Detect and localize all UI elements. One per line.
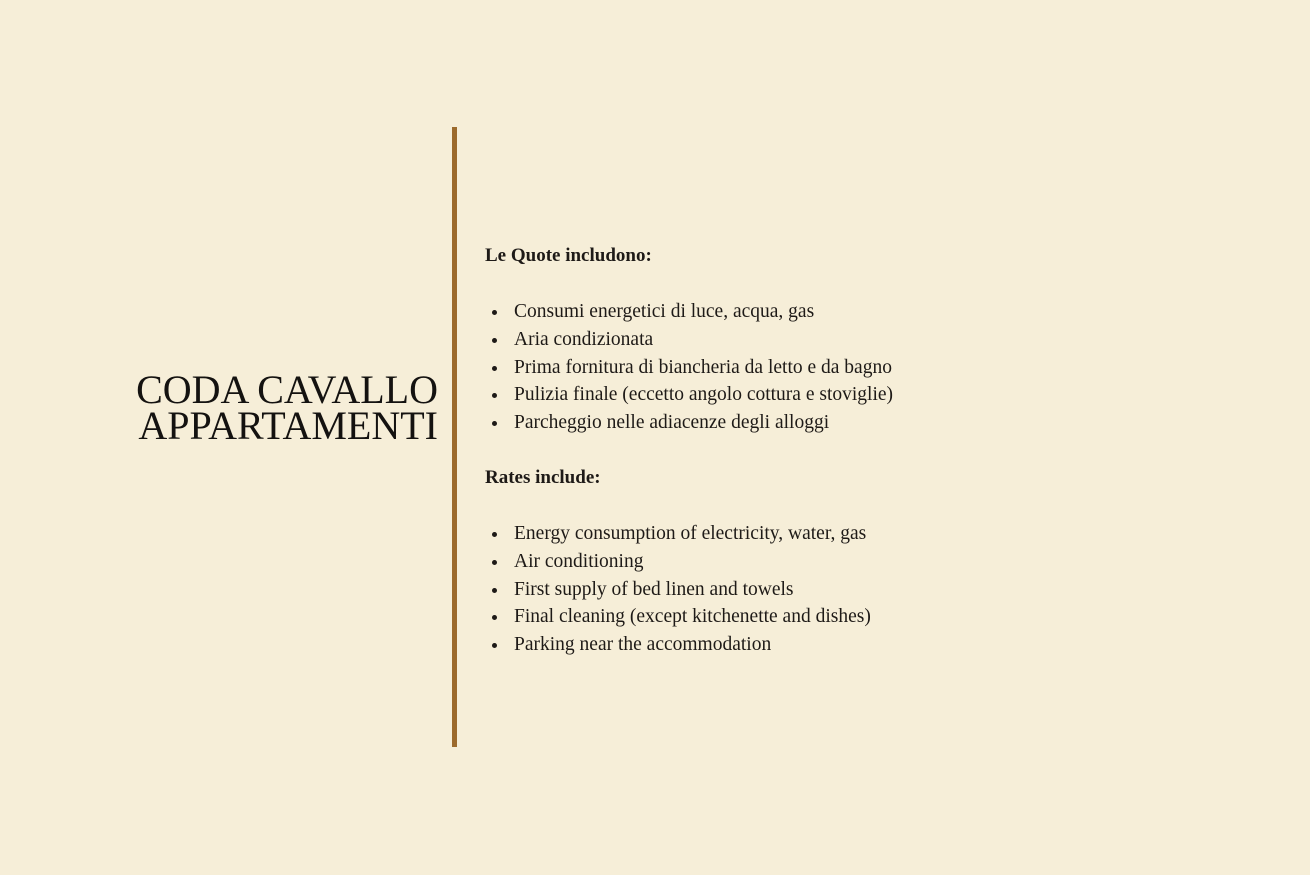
list-item-text: Final cleaning (except kitchenette and dishes) — [514, 606, 871, 628]
bullet-icon — [492, 393, 497, 398]
list-item-text: Air conditioning — [514, 550, 644, 572]
page-title — [136, 367, 438, 448]
list-item-text: Energy consumption of electricity, water, gas — [514, 522, 867, 544]
section-heading-italian: Le Quote includono: — [485, 245, 652, 266]
list-item — [485, 548, 1245, 576]
list-item-text: First supply of bed linen and towels — [514, 578, 794, 600]
bullet-icon — [492, 366, 497, 371]
bullet-icon — [492, 643, 497, 648]
list-item — [485, 298, 1245, 326]
list-item — [485, 326, 1245, 354]
rates-content — [485, 244, 1245, 659]
bullet-icon — [492, 338, 497, 343]
list-item-text: Aria condizionata — [514, 328, 654, 350]
list-italian — [485, 298, 1245, 437]
list-item — [485, 354, 1245, 382]
vertical-divider — [452, 127, 457, 747]
bullet-icon — [492, 560, 497, 565]
list-item — [485, 520, 1245, 548]
section-heading-english: Rates include: — [485, 466, 601, 488]
list-item-text: Parking near the accommodation — [514, 634, 772, 656]
list-item — [485, 381, 1245, 409]
bullet-icon — [492, 532, 497, 537]
list-item-text: Consumi energetici di luce, acqua, gas — [514, 301, 815, 322]
section-english — [485, 466, 1245, 659]
title-line-2: APPARTAMENTI — [138, 403, 438, 448]
title-line-1: CODA CAVALLO — [136, 367, 438, 412]
bullet-icon — [492, 588, 497, 593]
list-english — [485, 520, 1245, 659]
list-item — [485, 603, 1245, 631]
list-item-text: Prima fornitura di biancheria da letto e da bagno — [514, 356, 892, 378]
list-item-text: Parcheggio nelle adiacenze degli alloggi — [514, 412, 830, 434]
list-item — [485, 409, 1245, 437]
list-item — [485, 631, 1245, 659]
bullet-icon — [492, 421, 497, 426]
section-italian — [485, 244, 1245, 437]
list-item — [485, 576, 1245, 604]
bullet-icon — [492, 615, 497, 620]
list-item-text: Pulizia finale (eccetto angolo cottura e stoviglie) — [514, 384, 894, 406]
bullet-icon — [492, 310, 497, 315]
